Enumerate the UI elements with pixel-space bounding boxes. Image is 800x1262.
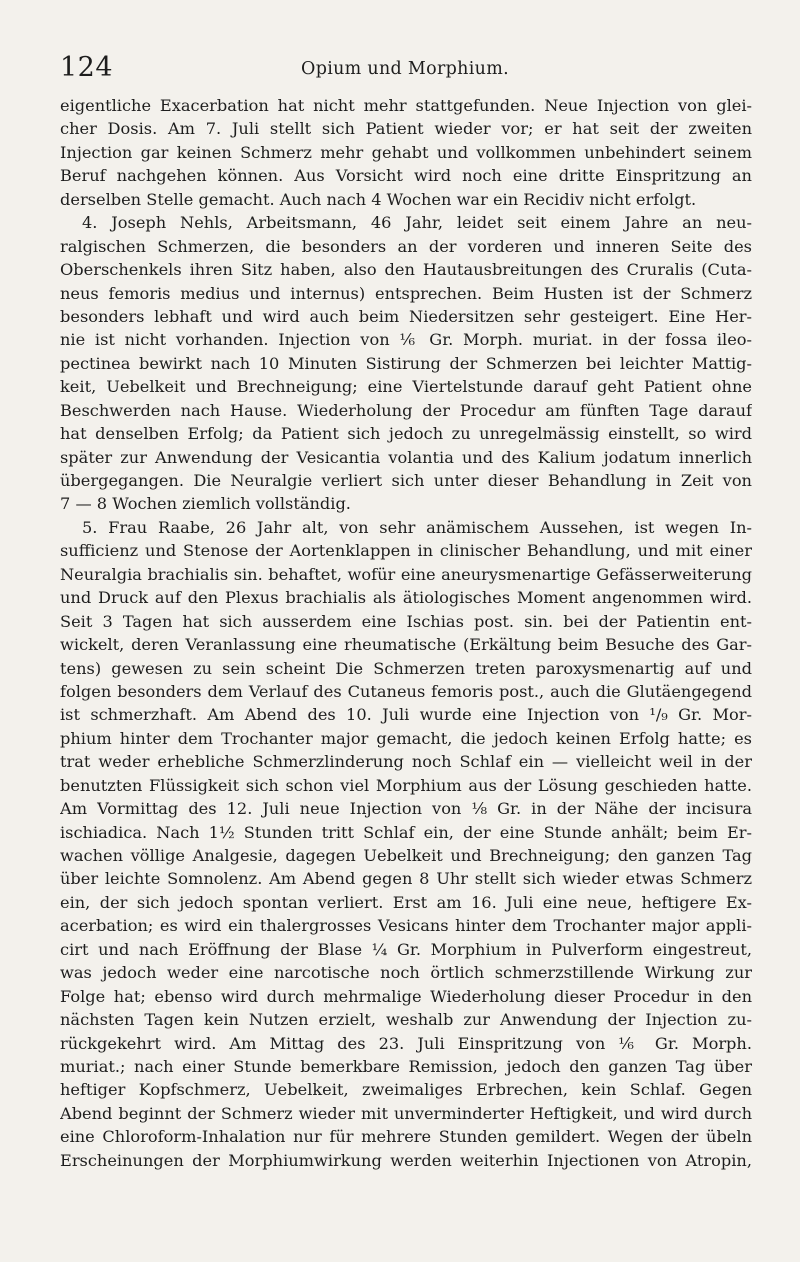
text-line: ist schmerzhaft. Am Abend des 10. Juli wurde eine Injection von ¹/₉ Gr. Mor- — [60, 705, 752, 725]
text-line: Neuralgia brachialis sin. behaftet, wofür eine aneurysmenartige Gefässerweiterung — [60, 564, 752, 584]
text-line: benutzten Flüssigkeit sich schon viel Morphium aus der Lösung geschieden hatte. — [60, 775, 752, 795]
text-line: Injection gar keinen Schmerz mehr gehabt und vollkommen unbehindert seinem — [60, 142, 752, 162]
text-line: Oberschenkels ihren Sitz haben, also den Hautausbreitungen des Cruralis (Cuta- — [60, 260, 752, 280]
text-line: keit, Uebelkeit und Brechneigung; eine Viertelstunde darauf geht Patient ohne — [60, 377, 752, 397]
text-line: acerbation; es wird ein thalergrosses Vesicans hinter dem Trochanter major appli- — [60, 916, 752, 936]
page-number: 124 — [60, 52, 114, 83]
text-line: später zur Anwendung der Vesicantia volantia und des Kalium jodatum innerlich — [60, 447, 752, 467]
text-line: hat denselben Erfolg; da Patient sich jedoch zu unregelmässig einstellt, so wird — [60, 424, 752, 444]
text-line: Beruf nachgehen können. Aus Vorsicht wird noch eine dritte Einspritzung an — [60, 166, 752, 186]
text-line: ein, der sich jedoch spontan verliert. Erst am 16. Juli eine neue, heftigere Ex- — [60, 892, 752, 912]
text-line: besonders lebhaft und wird auch beim Niedersitzen sehr gesteigert. Eine Her- — [60, 306, 752, 326]
text-line: übergegangen. Die Neuralgie verliert sich unter dieser Behandlung in Zeit von — [60, 471, 752, 490]
text-line: sufficienz und Stenose der Aortenklappen in clinischer Behandlung, und mit einer — [60, 541, 752, 561]
text-line: cirt und nach Eröffnung der Blase ¼ Gr. Morphium in Pulverform eingestreut, — [60, 939, 752, 959]
text-line: was jedoch weder eine narcotische noch örtlich schmerzstillende Wirkung zur — [60, 963, 752, 983]
text-line: Erscheinungen der Morphiumwirkung werden weiterhin Injectionen von Atropin, — [60, 1150, 752, 1170]
text-line: ischiadica. Nach 1½ Stunden tritt Schlaf ein, der eine Stunde anhält; beim Er- — [60, 822, 752, 842]
text-line: heftiger Kopfschmerz, Uebelkeit, zweimaliges Erbrechen, kein Schlaf. Gegen — [60, 1080, 752, 1100]
text-line: folgen besonders dem Verlauf des Cutaneus femoris post., auch die Glutäengegend — [60, 681, 752, 701]
text-line: pectinea bewirkt nach 10 Minuten Sistirung der Schmerzen bei leichter Mattig- — [60, 353, 752, 373]
text-line: muriat.; nach einer Stunde bemerkbare Remission, jedoch den ganzen Tag über — [60, 1056, 752, 1076]
text-line: phium hinter dem Trochanter major gemacht, die jedoch keinen Erfolg hatte; es — [60, 728, 752, 748]
text-line: über leichte Somnolenz. Am Abend gegen 8 Uhr stellt sich wieder etwas Schmerz — [60, 869, 752, 889]
text-line: nächsten Tagen kein Nutzen erzielt, weshalb zur Anwendung der Injection zu- — [60, 1010, 752, 1030]
text-line: wickelt, deren Veranlassung eine rheumatische (Erkältung beim Besuche des Gar- — [60, 635, 752, 655]
text-line: Beschwerden nach Hause. Wiederholung der Procedur am fünften Tage darauf — [60, 400, 752, 420]
text-line: tens) gewesen zu sein scheint Die Schmerzen treten paroxysmenartig auf und — [60, 658, 752, 678]
text-line: 5. Frau Raabe, 26 Jahr alt, von sehr anämischem Aussehen, ist wegen In- — [82, 517, 752, 537]
body-text — [60, 94, 752, 1172]
text-line: cher Dosis. Am 7. Juli stellt sich Patient wieder vor; er hat seit der zweiten — [60, 119, 752, 139]
text-line: nie ist nicht vorhanden. Injection von ⅙ Gr. Morph. muriat. in der fossa ileo- — [60, 330, 752, 350]
running-title: Opium und Morphium. — [301, 59, 509, 79]
text-line: wachen völlige Analgesie, dagegen Uebelkeit und Brechneigung; den ganzen Tag — [60, 846, 752, 865]
text-line: 7 — 8 Wochen ziemlich vollständig. — [60, 494, 351, 514]
text-line: derselben Stelle gemacht. Auch nach 4 Wochen war ein Recidiv nicht erfolgt. — [60, 189, 697, 209]
text-line: rückgekehrt wird. Am Mittag des 23. Juli Einspritzung von ⅙ Gr. Morph. — [60, 1033, 752, 1053]
text-line: und Druck auf den Plexus brachialis als ätiologisches Moment angenommen wird. — [60, 588, 752, 608]
page-header — [60, 52, 750, 86]
text-line: eigentliche Exacerbation hat nicht mehr stattgefunden. Neue Injection von glei- — [60, 96, 752, 115]
text-line: Folge hat; ebenso wird durch mehrmalige Wiederholung dieser Procedur in den — [60, 986, 752, 1006]
text-line: Am Vormittag des 12. Juli neue Injection von ⅛ Gr. in der Nähe der incisura — [60, 799, 752, 819]
text-line: ralgischen Schmerzen, die besonders an der vorderen und inneren Seite des — [60, 236, 752, 256]
text-line: Abend beginnt der Schmerz wieder mit unverminderter Heftigkeit, und wird durch — [60, 1103, 752, 1123]
text-line: 4. Joseph Nehls, Arbeitsmann, 46 Jahr, leidet seit einem Jahre an neu- — [82, 213, 752, 233]
text-line: neus femoris medius und internus) entsprechen. Beim Husten ist der Schmerz — [60, 283, 752, 303]
text-line: eine Chloroform-Inhalation nur für mehrere Stunden gemildert. Wegen der übeln — [60, 1127, 752, 1147]
text-line: Seit 3 Tagen hat sich ausserdem eine Ischias post. sin. bei der Patientin ent- — [60, 611, 752, 631]
text-line: trat weder erhebliche Schmerzlinderung noch Schlaf ein — vielleicht weil in der — [60, 752, 752, 772]
